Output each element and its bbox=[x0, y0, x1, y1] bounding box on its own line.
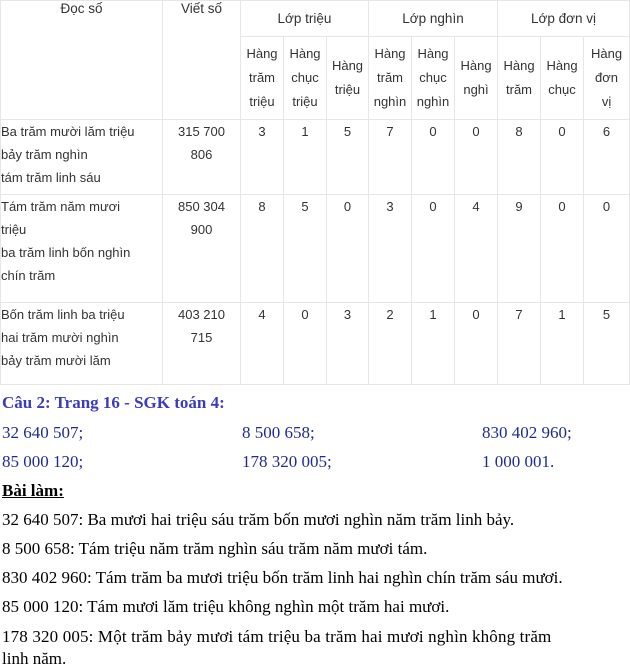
subheader-word: trăm bbox=[249, 70, 275, 86]
written-line: 403 210 bbox=[178, 306, 225, 322]
read-line: triệu bbox=[1, 221, 27, 237]
cell-digit: 0 bbox=[284, 302, 327, 384]
subheader-word: Hàng bbox=[546, 58, 578, 74]
question-number-6: 1 000 001. bbox=[482, 452, 555, 471]
subheader-word: trăm bbox=[506, 82, 533, 98]
cell-written-number bbox=[163, 302, 241, 384]
subheader-word: vị bbox=[601, 94, 612, 110]
cell-written-number bbox=[163, 120, 241, 194]
header-lop-don-vi: Lớp đơn vị bbox=[498, 1, 630, 37]
cell-digit: 3 bbox=[369, 194, 412, 302]
read-line: chín trăm bbox=[1, 267, 56, 283]
read-line: Tám trăm năm mươi bbox=[1, 198, 121, 214]
subheader-word: Hàng bbox=[460, 58, 492, 74]
subheader-word: Hàng bbox=[374, 46, 406, 62]
subheader-cell bbox=[284, 37, 327, 120]
written-line: 900 bbox=[190, 221, 213, 237]
cell-digit: 0 bbox=[455, 120, 498, 194]
solution-line-4: 85 000 120: Tám mươi lăm triệu không nghìn một trăm hai mươi. bbox=[2, 597, 450, 616]
solution-line-6: linh năm. bbox=[2, 649, 67, 668]
subheader-word: nghì bbox=[463, 82, 489, 98]
cell-digit: 0 bbox=[541, 120, 584, 194]
question-number-2: 8 500 658; bbox=[242, 423, 315, 442]
subheader-word: Hàng bbox=[331, 58, 364, 74]
cell-digit: 9 bbox=[498, 194, 541, 302]
subheader-cell bbox=[327, 37, 369, 120]
cell-digit: 0 bbox=[412, 194, 455, 302]
solution-line-1: 32 640 507: Ba mươi hai triệu sáu trăm bốn mươi nghìn năm trăm linh bảy. bbox=[2, 510, 515, 529]
cell-digit: 0 bbox=[541, 194, 584, 302]
header-lop-trieu: Lớp triệu bbox=[241, 1, 369, 37]
subheader-cell bbox=[584, 37, 630, 120]
cell-digit: 8 bbox=[498, 120, 541, 194]
subheader-cell bbox=[412, 37, 455, 120]
cell-digit: 3 bbox=[327, 302, 369, 384]
cell-digit: 4 bbox=[241, 302, 284, 384]
question-number-4: 85 000 120; bbox=[2, 452, 84, 471]
cell-read-number bbox=[1, 302, 163, 384]
question-number-3: 830 402 960; bbox=[482, 423, 572, 442]
question-number-1: 32 640 507; bbox=[2, 423, 84, 442]
read-line: Ba trăm mười lăm triệu bbox=[1, 124, 135, 140]
table-row bbox=[1, 302, 630, 384]
subheader-word: Hàng bbox=[246, 46, 278, 62]
cell-digit: 5 bbox=[327, 120, 369, 194]
cell-digit: 5 bbox=[284, 194, 327, 302]
subheader-word: triệu bbox=[292, 94, 318, 110]
cell-digit: 0 bbox=[584, 194, 630, 302]
subheader-cell bbox=[369, 37, 412, 120]
subheader-word: trăm bbox=[377, 70, 403, 86]
subheader-word: nghìn bbox=[373, 94, 407, 110]
cell-digit: 7 bbox=[369, 120, 412, 194]
subheader-word: chục bbox=[291, 70, 319, 86]
subheader-cell bbox=[498, 37, 541, 120]
read-line: bảy trăm nghìn bbox=[1, 147, 88, 163]
subheader-cell bbox=[241, 37, 284, 120]
cell-digit: 1 bbox=[412, 302, 455, 384]
question-number-5: 178 320 005; bbox=[242, 452, 332, 471]
subheader-word: Hàng bbox=[590, 46, 623, 62]
subheader-word: Hàng bbox=[417, 46, 449, 62]
cell-digit: 1 bbox=[284, 120, 327, 194]
cell-digit: 4 bbox=[455, 194, 498, 302]
subheader-word: triệu bbox=[334, 82, 361, 98]
read-line: hai trăm mười nghìn bbox=[1, 329, 119, 345]
header-doc-so: Đọc số bbox=[1, 1, 163, 120]
subheader-cell bbox=[455, 37, 498, 120]
cell-digit: 6 bbox=[584, 120, 630, 194]
solution-line-2: 8 500 658: Tám triệu năm trăm nghìn sáu trăm năm mươi tám. bbox=[2, 539, 428, 558]
subheader-word: chục bbox=[548, 82, 576, 98]
cell-written-number bbox=[163, 194, 241, 302]
cell-digit: 0 bbox=[412, 120, 455, 194]
read-line: ba trăm linh bốn nghìn bbox=[1, 244, 131, 260]
header-lop-nghin: Lớp nghìn bbox=[369, 1, 498, 37]
cell-digit: 8 bbox=[241, 194, 284, 302]
cell-digit: 1 bbox=[541, 302, 584, 384]
read-line: bảy trăm mười lăm bbox=[1, 352, 111, 368]
subheader-word: triệu bbox=[249, 94, 275, 110]
table-row bbox=[1, 194, 630, 302]
read-line: Bốn trăm linh ba triệu bbox=[1, 306, 125, 322]
subheader-word: Hàng bbox=[503, 58, 535, 74]
read-line: tám trăm linh sáu bbox=[1, 170, 101, 186]
subheader-word: Hàng bbox=[289, 46, 321, 62]
written-line: 315 700 bbox=[178, 124, 225, 140]
subheader-word: nghìn bbox=[416, 94, 450, 110]
cell-digit: 5 bbox=[584, 302, 630, 384]
cell-read-number bbox=[1, 194, 163, 302]
cell-digit: 3 bbox=[241, 120, 284, 194]
cell-digit: 2 bbox=[369, 302, 412, 384]
table-row bbox=[1, 120, 630, 194]
subheader-cell bbox=[541, 37, 584, 120]
cell-digit: 7 bbox=[498, 302, 541, 384]
written-line: 806 bbox=[190, 147, 213, 163]
written-line: 715 bbox=[190, 329, 213, 345]
solution-line-5: 178 320 005: Một trăm bảy mươi tám triệu ba trăm hai mươi nghìn không trăm bbox=[2, 627, 552, 646]
written-line: 850 304 bbox=[178, 198, 225, 214]
cell-digit: 0 bbox=[327, 194, 369, 302]
cell-read-number bbox=[1, 120, 163, 194]
header-viet-so: Viết số bbox=[163, 1, 241, 120]
cell-digit: 0 bbox=[455, 302, 498, 384]
subheader-word: chục bbox=[419, 70, 447, 86]
question-title: Câu 2: Trang 16 - SGK toán 4: bbox=[2, 393, 225, 412]
subheader-word: đơn bbox=[595, 70, 619, 86]
solution-heading: Bài làm: bbox=[2, 481, 64, 500]
solution-line-3: 830 402 960: Tám trăm ba mươi triệu bốn trăm linh hai nghìn chín trăm sáu mươi. bbox=[2, 568, 563, 587]
